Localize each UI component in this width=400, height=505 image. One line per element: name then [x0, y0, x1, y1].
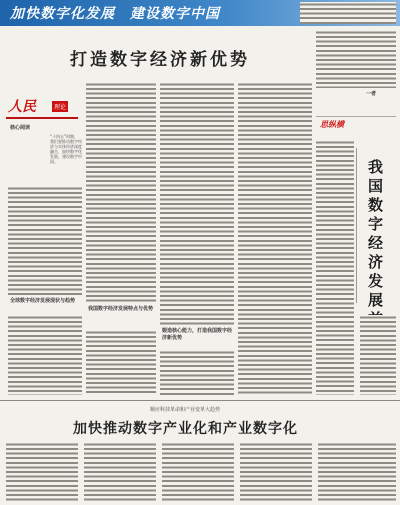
bottom-headline: 加快推动数字产业化和产业数字化: [73, 421, 298, 437]
bottom-col5: [318, 442, 396, 502]
col2-body-a: [86, 82, 156, 304]
right-col-body-b: [360, 315, 396, 395]
side-title-rule: [356, 148, 357, 303]
bottom-col3: [162, 442, 234, 502]
right-col-body: [316, 140, 354, 395]
bottom-col4: [240, 442, 312, 502]
banner-text: 加快数字化发展 建设数字中国: [10, 6, 220, 22]
column-logo-mark: 人民: [8, 99, 36, 115]
core-reading-label: 核心阅读: [10, 125, 31, 131]
summary-text: “十四五”时期，我们要推动数字经济与实体经济深度融合，加快数字化发展，建设数字中国。: [50, 134, 82, 164]
col2-subhead: 我国数字经济发展特点与优势: [88, 306, 154, 312]
bottom-kicker: 顺应科技革命和产业变革大趋势: [150, 407, 221, 413]
col1-body-b: [8, 315, 82, 395]
column-logo-tag: 理论: [52, 101, 68, 112]
col3-body-b: [160, 350, 234, 395]
right-divider: [316, 116, 396, 117]
col4-body: [238, 82, 312, 395]
side-vertical-title: 我国数字经济发展: [368, 158, 384, 309]
side-column-logo: 思纵横: [320, 119, 344, 129]
right-sign-off: 一者: [366, 91, 377, 97]
col2-body-b: [86, 330, 156, 395]
bottom-divider: [0, 400, 400, 401]
col1-body-a: [8, 186, 82, 296]
right-top-body: [316, 30, 396, 88]
main-headline: 打造数字经济新优势: [70, 50, 250, 70]
col3-body-a: [160, 82, 234, 326]
col1-subhead: 全球数字经济发展现状与趋势: [10, 298, 76, 304]
bottom-col1: [6, 442, 78, 502]
banner-caption: [300, 2, 396, 24]
bottom-col2: [84, 442, 156, 502]
col3-subhead: 锻造核心能力，打造我国数字经济新优势: [162, 328, 233, 341]
